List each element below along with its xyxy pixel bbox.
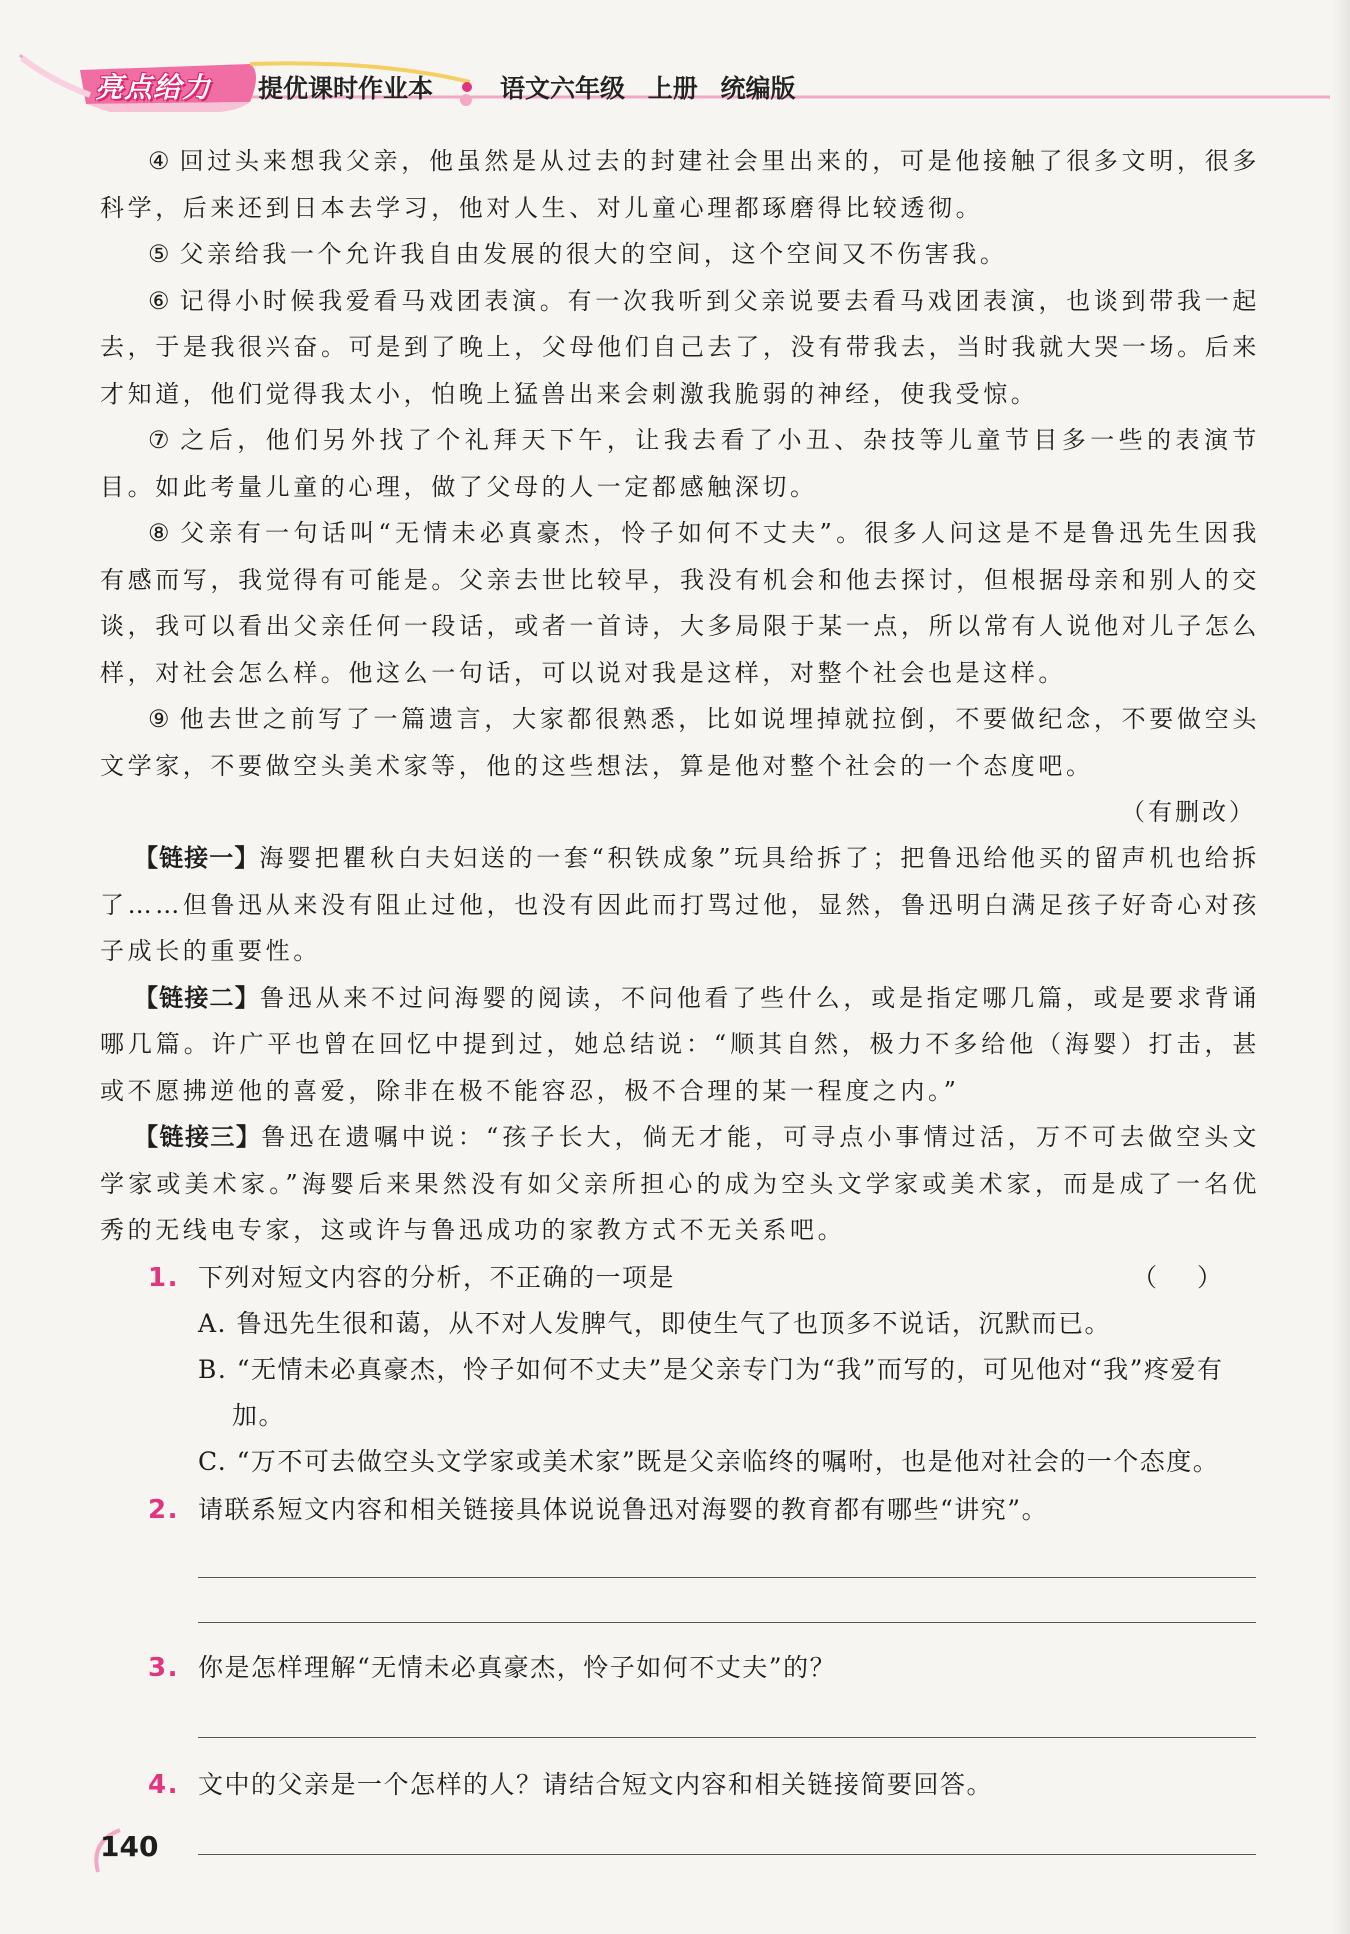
edit-note: （有删改） xyxy=(1121,798,1256,826)
reading-passage xyxy=(100,138,1260,1254)
page-edge-shadow xyxy=(1332,0,1350,1934)
question-text: 文中的父亲是一个怎样的人？请结合短文内容和相关链接简要回答。 xyxy=(198,1770,994,1799)
link-tag: 【链接一】 xyxy=(134,844,260,872)
edition-label: 统编版 xyxy=(720,74,796,103)
question-text: 你是怎样理解“无情未必真豪杰，怜子如何不丈夫”的？ xyxy=(198,1653,837,1682)
answer-line[interactable] xyxy=(198,1854,1256,1855)
series-title: 提优课时作业本 xyxy=(258,74,434,103)
page-header xyxy=(0,0,1350,120)
paragraph-7: ⑦ 之后，他们另外找了个礼拜天下午，让我去看了小丑、杂技等儿童节目多一些的表演节目。如此考量儿童的心理，做了父母的人一定都感触深切。 xyxy=(100,426,1261,501)
question-number: 2. xyxy=(148,1495,179,1525)
paragraph-4: ④ 回过头来想我父亲，他虽然是从过去的封建社会里出来的，可是他接触了很多文明，很多科学，后来还到日本去学习，他对人生、对儿童心理都琢磨得比较透彻。 xyxy=(100,147,1260,222)
question-2 xyxy=(148,1487,1262,1533)
paragraph-5: ⑤ 父亲给我一个允许我自由发展的很大的空间，这个空间又不伤害我。 xyxy=(148,240,1008,268)
answer-bracket[interactable]: （） xyxy=(1131,1263,1262,1292)
brand-logo-text: 亮点给力 xyxy=(95,71,212,104)
answer-line[interactable] xyxy=(198,1622,1256,1623)
subject-info xyxy=(500,69,809,105)
link-tag: 【链接三】 xyxy=(134,1123,262,1151)
link-one: 【链接一】海婴把瞿秋白夫妇送的一套“积铁成象”玩具给拆了；把鲁迅给他买的留声机也给拆了……但鲁迅从来没有阻止过他，也没有因此而打骂过他，显然，鲁迅明白满足孩子好奇心对孩子成长的重要性。 xyxy=(100,844,1260,965)
paragraph-6: ⑥ 记得小时候我爱看马戏团表演。有一次我听到父亲说要去看马戏团表演，也谈到带我一起去，于是我很兴奋。可是到了晚上，父母他们自己去了，没有带我去，当时我就大哭一场。后来才知道，他们觉得我太小，怕晚上猛兽出来会刺激我脆弱的神经，使我受惊。 xyxy=(100,286,1260,408)
question-number: 4. xyxy=(148,1770,179,1800)
question-text: 下列对短文内容的分析，不正确的一项是 xyxy=(198,1263,676,1292)
paragraph-8: ⑧ 父亲有一句话叫“无情未必真豪杰，怜子如何不丈夫”。很多人问这是不是鲁迅先生因我有感而写，我觉得有可能是。父亲去世比较早，我没有机会和他去探讨，但根据母亲和别人的交谈，我可以看出父亲任何一段话，或者一首诗，大多局限于某一点，所以常有人说他对儿子怎么样，对社会怎么样。他这么一句话，可以说对我是这样，对整个社会也是这样。 xyxy=(100,519,1261,687)
question-section xyxy=(148,1255,1262,1855)
page-number: 140 xyxy=(100,1830,159,1863)
paragraph-9: ⑨ 他去世之前写了一篇遗言，大家都很熟悉，比如说埋掉就拉倒，不要做纪念，不要做空头文学家，不要做空头美术家等，他的这些想法，算是他对整个社会的一个态度吧。 xyxy=(100,705,1260,780)
link-two: 【链接二】鲁迅从来不过问海婴的阅读，不问他看了些什么，或是指定哪几篇，或是要求背诵哪几篇。许广平也曾在回忆中提到过，她总结说：“顺其自然，极力不多给他（海婴）打击，甚或不愿拂逆他的喜爱，除非在极不能容忍，极不合理的某一程度之内。” xyxy=(100,983,1261,1105)
question-4 xyxy=(148,1762,1262,1808)
option-c[interactable]: C. “万不可去做空头文学家或美术家”既是父亲临终的嘱咐，也是他对社会的一个态度。 xyxy=(198,1447,1220,1476)
option-b[interactable]: B. “无情未必真豪杰，怜子如何不丈夫”是父亲专门为“我”而写的，可见他对“我”疼爱有加。 xyxy=(198,1355,1224,1430)
option-a[interactable]: A. 鲁迅先生很和蔼，从不对人发脾气，即使生气了也顶多不说话，沉默而已。 xyxy=(198,1309,1111,1338)
link-tag: 【链接二】 xyxy=(134,983,260,1012)
question-1 xyxy=(148,1255,1262,1301)
volume-label: 上册 xyxy=(647,74,698,103)
grade-label: 语文六年级 xyxy=(500,74,626,103)
link-three: 【链接三】鲁迅在遗嘱中说：“孩子长大，倘无才能，可寻点小事情过活，万不可去做空头文学家或美术家。”海婴后来果然没有如父亲所担心的成为空头文学家或美术家，而是成了一名优秀的无线电专家，这或许与鲁迅成功的家教方式不无关系吧。 xyxy=(100,1123,1260,1244)
question-text: 请联系短文内容和相关链接具体说说鲁迅对海婴的教育都有哪些“讲究”。 xyxy=(198,1495,1049,1524)
answer-line[interactable] xyxy=(198,1737,1256,1738)
header-dot xyxy=(462,82,472,92)
question-number: 3. xyxy=(148,1653,179,1683)
question-3 xyxy=(148,1645,1262,1691)
question-number: 1. xyxy=(148,1263,179,1293)
